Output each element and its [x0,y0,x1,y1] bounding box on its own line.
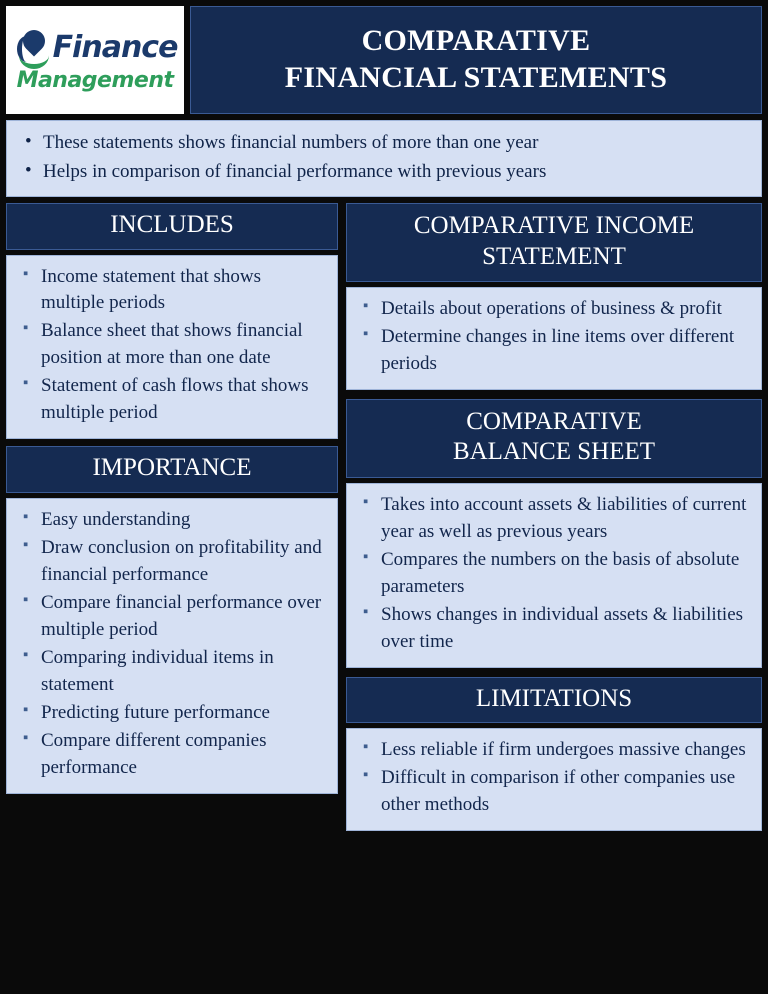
section-heading-limitations: LIMITATIONS [346,677,762,724]
section-body-comparative-income-statement [346,287,762,390]
spacer [346,390,762,399]
intro-list [17,129,751,186]
list-item: ▪ Less reliable if firm undergoes massive changes [381,737,751,764]
section-heading-includes: INCLUDES [6,203,338,250]
heading-line2: BALANCE SHEET [452,438,656,466]
list-item: ▪ Predicting future performance [41,700,327,727]
list-item: • Helps in comparison of financial performance with previous years [43,158,751,187]
includes-list [19,264,327,428]
comparative-balance-sheet-list [359,492,751,656]
list-item: ▪ Compare financial performance over multiple period [41,590,327,644]
left-column [6,203,338,831]
section-body-limitations [346,728,762,831]
page-title-text [285,23,667,96]
section-heading-comparative-income-statement [346,203,762,282]
list-item: ▪ Comparing individual items in statement [41,645,327,699]
page-title [190,6,762,114]
logo-word-management: Management [16,68,174,93]
content-columns [6,203,762,831]
brand-logo [6,6,184,114]
droplet-leaf-icon [17,28,51,68]
list-item: ▪ Details about operations of business & profit [381,296,751,323]
importance-list [19,507,327,782]
section-heading-comparative-balance-sheet [346,399,762,478]
list-item: • These statements shows financial numbers of more than one year [43,129,751,158]
intro-panel [6,120,762,197]
page-title-line1: COMPARATIVE [361,24,591,58]
heading-line2: STATEMENT [482,242,626,270]
comparative-income-statement-list [359,296,751,378]
spacer [6,439,338,446]
section-body-importance [6,498,338,794]
list-item: ▪ Determine changes in line items over different periods [381,324,751,378]
list-item: ▪ Statement of cash flows that shows multiple period [41,373,327,427]
list-item: ▪ Income statement that shows multiple periods [41,264,327,318]
list-item: ▪ Takes into account assets & liabilities of current year as well as previous years [381,492,751,546]
limitations-list [359,737,751,819]
list-item: ▪ Compares the numbers on the basis of absolute parameters [381,547,751,601]
list-item: ▪ Draw conclusion on profitability and financial performance [41,535,327,589]
page-title-line2: FINANCIAL STATEMENTS [284,61,668,94]
list-item: ▪ Compare different companies performance [41,728,327,782]
section-heading-importance: IMPORTANCE [6,446,338,493]
list-item: ▪ Shows changes in individual assets & liabilities over time [381,602,751,656]
header-row [6,6,762,114]
heading-line1: COMPARATIVE INCOME [413,212,695,239]
list-item: ▪ Easy understanding [41,507,327,534]
logo-top-row [17,28,178,68]
logo-word-finance: Finance [52,30,178,65]
logo-inner [13,28,178,92]
section-body-comparative-balance-sheet [346,483,762,668]
right-column [346,203,762,831]
heading-line1: COMPARATIVE [466,407,642,435]
list-item: ▪ Difficult in comparison if other companies use other methods [381,765,751,819]
list-item: ▪ Balance sheet that shows financial position at more than one date [41,318,327,372]
spacer [346,668,762,677]
section-body-includes [6,255,338,440]
